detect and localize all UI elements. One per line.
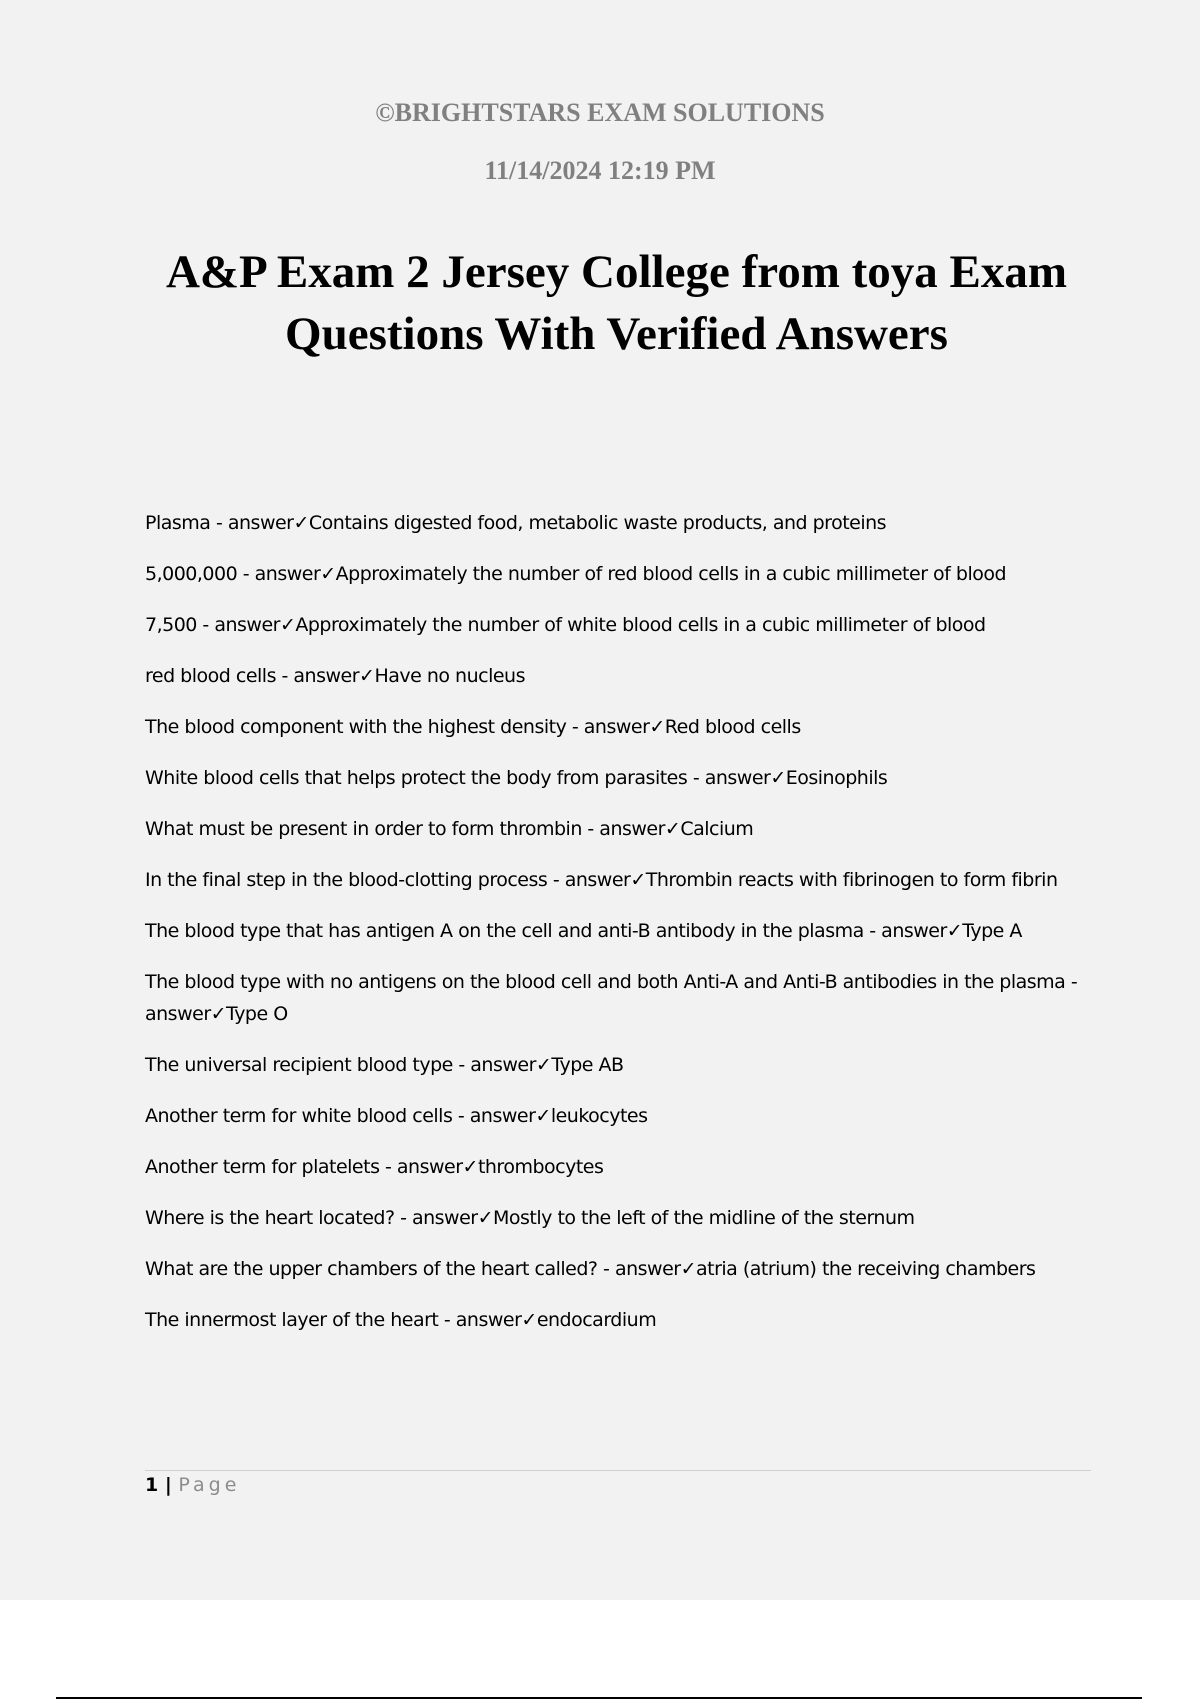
qa-item: Another term for platelets - answer✓thrombocytes bbox=[145, 1156, 604, 1178]
qa-list bbox=[145, 507, 1095, 1355]
next-page-divider bbox=[56, 1697, 1142, 1699]
qa-item: The universal recipient blood type - answer✓Type AB bbox=[145, 1054, 624, 1076]
qa-item: What are the upper chambers of the heart called? - answer✓atria (atrium) the receiving chambers bbox=[145, 1258, 1036, 1280]
qa-item: Where is the heart located? - answer✓Mostly to the left of the midline of the sternum bbox=[145, 1207, 915, 1229]
qa-item: In the final step in the blood-clotting process - answer✓Thrombin reacts with fibrinogen to form fibrin bbox=[145, 869, 1058, 891]
title-line-2: Questions With Verified Answers bbox=[285, 308, 948, 360]
qa-item: 5,000,000 - answer✓Approximately the number of red blood cells in a cubic millimeter of blood bbox=[145, 563, 1007, 585]
qa-item: The blood type that has antigen A on the cell and anti-B antibody in the plasma - answer✓Type A bbox=[145, 920, 1022, 942]
document-title bbox=[100, 241, 1133, 365]
qa-item: Plasma - answer✓Contains digested food, metabolic waste products, and proteins bbox=[145, 512, 887, 534]
page-label: Page bbox=[178, 1474, 241, 1496]
watermark-datetime: 11/14/2024 12:19 PM bbox=[484, 156, 716, 185]
qa-item: The blood component with the highest density - answer✓Red blood cells bbox=[145, 716, 801, 738]
qa-item: The innermost layer of the heart - answer✓endocardium bbox=[145, 1309, 657, 1331]
footer-divider bbox=[145, 1470, 1091, 1471]
title-line-1: A&P Exam 2 Jersey College from toya Exam bbox=[165, 246, 1068, 298]
page-separator: | bbox=[158, 1474, 179, 1496]
page-footer bbox=[145, 1474, 240, 1496]
qa-item: What must be present in order to form thrombin - answer✓Calcium bbox=[145, 818, 754, 840]
qa-item: red blood cells - answer✓Have no nucleus bbox=[145, 665, 525, 687]
page-number: 1 bbox=[145, 1474, 159, 1496]
watermark-company: ©BRIGHTSTARS EXAM SOLUTIONS bbox=[375, 98, 825, 127]
qa-item: White blood cells that helps protect the body from parasites - answer✓Eosinophils bbox=[145, 767, 888, 789]
qa-item: Another term for white blood cells - answer✓leukocytes bbox=[145, 1105, 648, 1127]
qa-item: The blood type with no antigens on the blood cell and both Anti-A and Anti-B antibodies in the plasma - answer✓Type O bbox=[145, 971, 1078, 1025]
qa-item: 7,500 - answer✓Approximately the number of white blood cells in a cubic millimeter of blood bbox=[145, 614, 986, 636]
